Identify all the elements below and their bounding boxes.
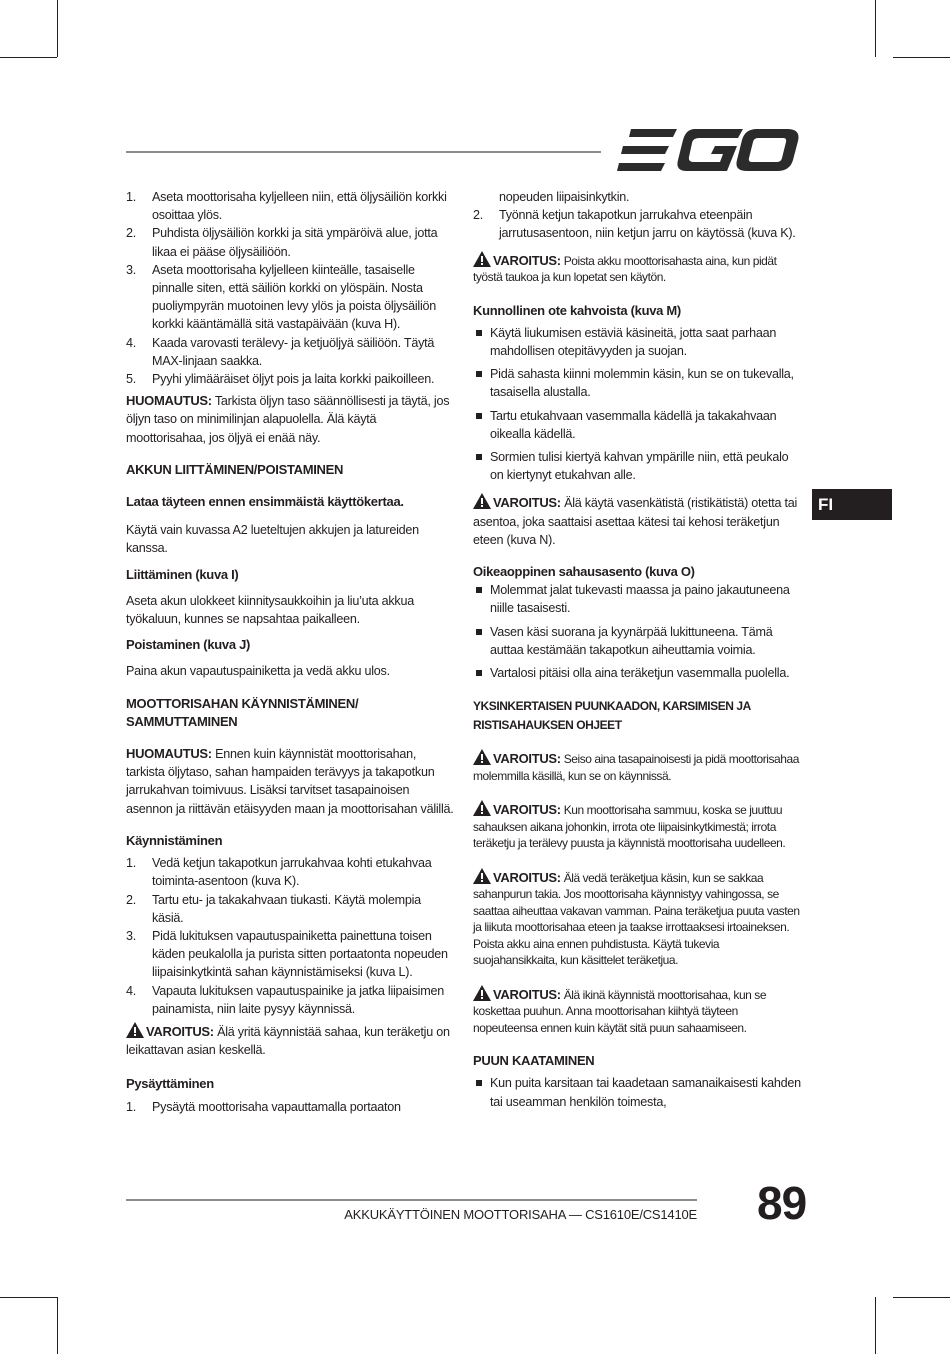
list-item: Vasen käsi suorana ja kyynärpää lukittuneena. Tämä auttaa kestämään takapotkun aiheuttamia voimia. [473,623,803,659]
subheading: Pysäyttäminen [126,1076,214,1092]
header-rule [126,151,601,153]
list-item: 3. Pidä lukituksen vapautuspainiketta painettuna toisen käden peukalolla ja purista sitten portaatonta nopeuden liipaisinkytkintä sahan käynnistämiseksi (kuva L). [126,928,448,980]
felling-list [473,1074,803,1110]
list-item: Käytä liukumisen estäviä käsineitä, jotta saat parhaan mahdollisen otepitävyyden ja suojan. [473,324,803,360]
list-item: 4. Kaada varovasti terälevy- ja ketjuöljyä säiliöön. Täytä MAX-linjaan saakka. [126,335,435,368]
warning: VAROITUS: Kun moottorisaha sammuu, koska se juuttuu sahauksen aikana johonkin, irrota ote liipaisinkytkimestä; irrota teräketju ja terälevy puusta ja käynnistä moottorisaha uudelleen. [473,802,786,851]
paragraph: Aseta akun ulokkeet kiinnitysaukkoihin ja liu’uta akkua työkaluun, kunnes se napsahtaa paikalleen. [126,593,414,627]
list-item: Sormien tulisi kiertyä kahvan ympärille niin, että peukalo on kiertynyt etukahvan alle. [473,448,803,484]
subheading: Poistaminen (kuva J) [126,637,251,653]
list-item: Vartalosi pitäisi olla aina teräketjun vasemmalla puolella. [473,664,803,682]
warning-icon [473,749,491,765]
list-item: Molemmat jalat tukevasti maassa ja paino jakautuneena niille tasaisesti. [473,581,803,617]
list-item: 1. Vedä ketjun takapotkun jarrukahvaa kohti etukahvaa toiminta-asentoon (kuva K). [126,856,432,889]
subheading: Oikeaoppinen sahausasento (kuva O) [473,564,695,580]
warning: VAROITUS: Poista akku moottorisahasta aina, kun pidät työstä taukoa ja kun lopetat sen käytön. [473,252,777,285]
footer-title: AKKUKÄYTTÖINEN MOOTTORISAHA — CS1610E/CS1410E [344,1207,697,1222]
warning: VAROITUS: Seiso aina tasapainoisesti ja pidä moottorisahaa molemmilla käsillä, kun se on käynnissä. [473,751,799,783]
list-item: 1. Pysäytä moottorisaha vapauttamalla portaaton [126,1099,401,1114]
language-tab: FI [812,489,892,520]
crop-mark [57,0,58,57]
list-item: 4. Vapauta lukituksen vapautuspainike ja jatka liipaisimen painamista, niin laite pysyy käynnissä. [126,983,444,1016]
warning: VAROITUS: Älä ikinä käynnistä moottorisahaa, kun se koskettaa puuhun. Anna moottorisahan kiihtyä täyteen nopeuteensa ennen kuin käytät sitä puun sahaamiseen. [473,986,767,1035]
subheading: Liittäminen (kuva I) [126,566,239,582]
section-heading: PUUN KAATAMINEN [473,1053,595,1069]
paragraph: Paina akun vapautuspainiketta ja vedä akku ulos. [126,664,390,679]
note-before-start: HUOMAUTUS: Ennen kuin käynnistät moottorisahan, tarkista öljytaso, sahan hampaiden terävyys ja takapotkun jarrukahvan toimivuus. Lisäksi tarvitset tasapainoisen asennon ja riittävän etäisyyden maan ja moottorisahan välillä. [126,746,454,816]
subheading: Kunnollinen ote kahvoista (kuva M) [473,302,681,318]
stopping-steps [126,1098,454,1116]
subheading: Lataa täyteen ennen ensimmäistä käyttökertaa. [126,494,404,510]
crop-mark [893,1297,950,1298]
list-item: 1. Aseta moottorisaha kyljelleen niin, että öljysäiliön korkki osoittaa ylös. [126,190,447,223]
warning-icon [473,868,491,884]
list-item: 2. Tartu etu- ja takakahvaan tiukasti. Käytä molempia käsiä. [126,892,421,925]
fill-oil-steps [126,188,454,388]
list-item: nopeuden liipaisinkytkin. [499,190,630,204]
list-item: 5. Pyyhi ylimääräiset öljyt pois ja laita korkki paikoilleen. [126,372,435,387]
list-item: Tartu etukahvaan vasemmalla kädellä ja takakahvaan oikealla kädellä. [473,407,803,443]
ego-logo [617,129,799,171]
warning-icon [473,251,491,267]
crop-mark [893,57,950,58]
footer-rule [126,1199,697,1201]
list-item: 3. Aseta moottorisaha kyljelleen kiinteälle, tasaiselle pinnalle siten, että säiliön korkki on ylöspäin. Nosta puoliympyrän muotoinen levy ylös ja poista öljysäiliön korkki kääntämällä sitä vastapäivään (kuva H). [126,262,437,332]
section-heading: YKSINKERTAISEN PUUNKAADON, KARSIMISEN JA RISTISAHAUKSEN OHJEET [473,699,751,733]
warning-icon [126,1022,144,1038]
crop-mark [875,0,876,57]
list-item: 2. Työnnä ketjun takapotkun jarrukahva eteenpäin jarrutusasentoon, niin ketjun jarru on käytössä (kuva K). [473,208,796,241]
section-heading: AKKUN LIITTÄMINEN/POISTAMINEN [126,461,344,477]
crop-mark [875,1297,876,1354]
note-oil-level: HUOMAUTUS: Tarkista öljyn taso säännöllisesti ja täytä, jos öljyn taso on minimilinjan alapuolella. Älä käytä moottorisahaa, jos öljyä ei enää näy. [126,393,450,445]
warning: VAROITUS: Älä vedä teräketjua käsin, kun se sakkaa sahanpurun takia. Jos moottorisaha käynnistyy vahingossa, se saattaa aiheuttaa vakavan vamman. Paina teräketjua puuta vasten ja liikuta moottorisahaa eteen ja taakse irrottaaksesi irtoaineksen. Poista akku aina ennen puhdistusta. Käytä tukevia suojahansikkaita, kun käsittelet teräketjua. [473,869,800,968]
warning-icon [473,800,491,816]
paragraph: Käytä vain kuvassa A2 lueteltujen akkujen ja latureiden kanssa. [126,523,419,556]
grip-list [473,324,803,485]
list-item: 2. Puhdista öljysäiliön korkki ja sitä ympäröivä alue, jotta likaa ei pääse öljysäiliöön. [126,226,438,259]
subheading: Käynnistäminen [126,832,223,848]
warning: VAROITUS: Älä yritä käynnistää sahaa, kun teräketju on leikattavan asian keskellä. [126,1023,450,1058]
posture-list [473,581,803,682]
list-item: Pidä sahasta kiinni molemmin käsin, kun se on tukevalla, tasaisella alustalla. [473,365,803,401]
section-heading: MOOTTORISAHAN KÄYNNISTÄMINEN/ SAMMUTTAMINEN [126,695,359,729]
crop-mark [57,1297,58,1354]
page-number: 89 [757,1177,807,1229]
crop-mark [0,57,57,58]
right-column [473,188,803,1116]
list-item: Kun puita karsitaan tai kaadetaan samanaikaisesti kahden tai useamman henkilön toimesta, [473,1074,803,1110]
warning-icon [473,493,491,509]
left-column [126,188,454,1116]
warning: VAROITUS: Älä käytä vasenkätistä (ristikätistä) otetta tai asentoa, joka saattaisi asettaa kätesi tai kehosi teräketjun eteen (kuva N). [473,495,798,547]
crop-mark [0,1297,57,1298]
starting-steps [126,854,454,1018]
stopping-steps-continued [473,188,803,243]
warning-icon [473,985,491,1001]
